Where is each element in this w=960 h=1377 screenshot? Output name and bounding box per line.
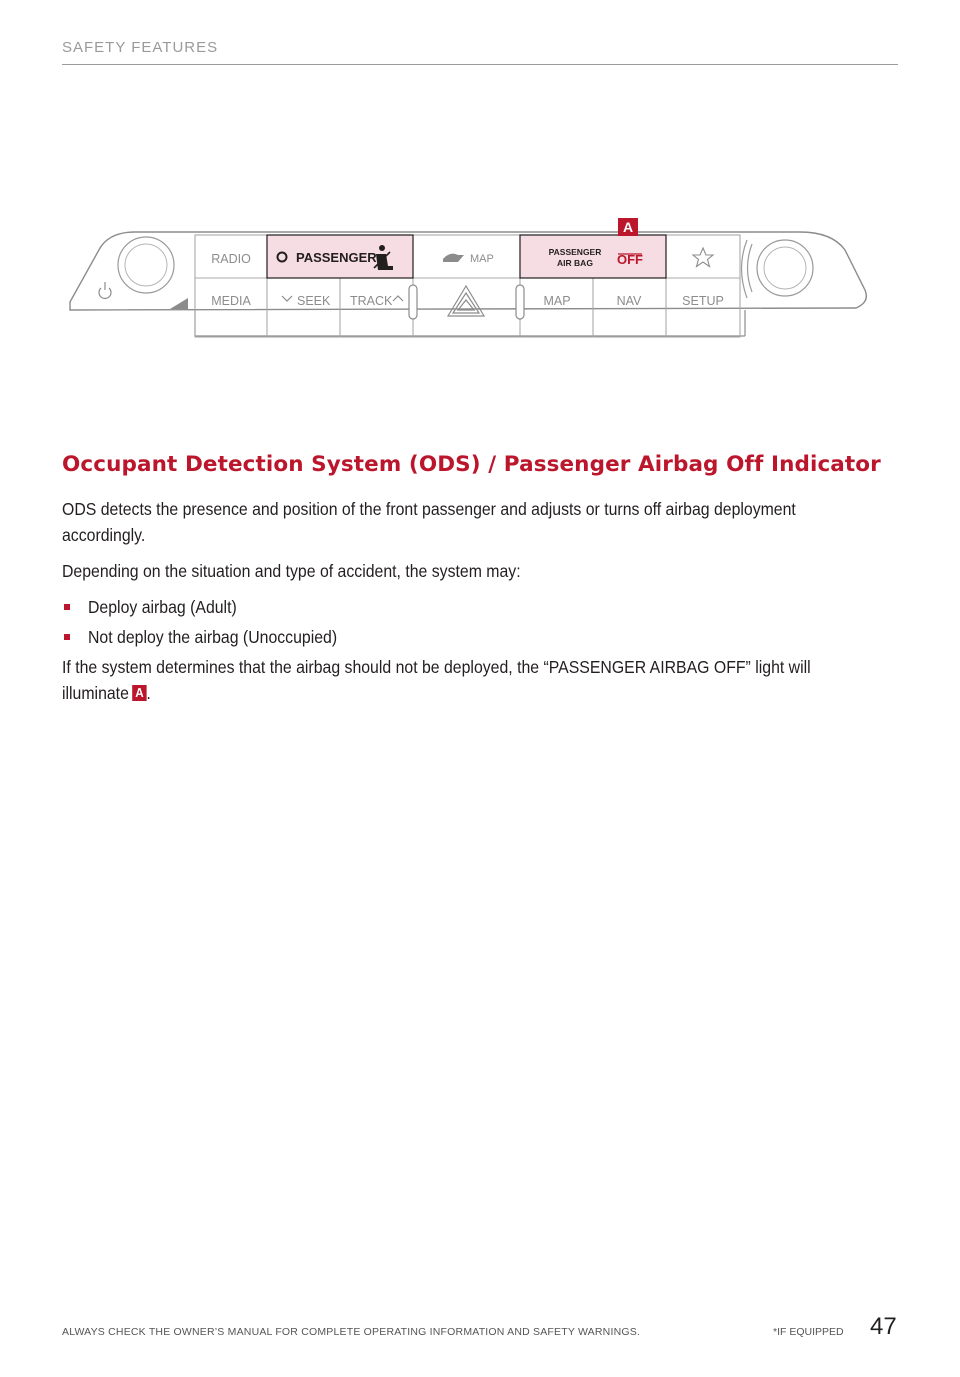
paragraph-2: Depending on the situation and type of accident, the system may: — [62, 561, 521, 581]
radio-button: RADIO — [211, 252, 251, 266]
footer-equipped-note: *IF EQUIPPED — [773, 1326, 844, 1338]
control-panel-illustration — [60, 210, 880, 350]
airbag-off-label: OFF — [617, 252, 643, 267]
airbag-label-line1: PASSENGER — [548, 247, 602, 257]
paragraph-1: ODS detects the presence and position of the front passenger and adjusts or turns off airbag deployment accordingly. — [62, 499, 796, 545]
panel-housing — [70, 232, 866, 310]
list-item: Deploy airbag (Adult) — [62, 594, 822, 620]
paragraph-3: If the system determines that the airbag should not be deployed, the “PASSENGER AIRBAG OFF” light will illuminate A . — [62, 657, 811, 703]
body-text — [62, 496, 822, 716]
header-divider — [62, 64, 898, 65]
airbag-label-line2: AIR BAG — [557, 258, 593, 268]
svg-text:A: A — [622, 219, 634, 235]
nav-button: NAV — [616, 294, 642, 308]
volume-knob — [118, 237, 174, 293]
svg-text:MAP: MAP — [470, 253, 494, 265]
page-number: 47 — [870, 1313, 897, 1340]
map-button: MAP — [543, 294, 571, 308]
setup-button: SETUP — [682, 294, 724, 308]
bullet-icon — [64, 634, 70, 640]
section-title: SAFETY FEATURES — [62, 39, 219, 56]
passenger-label: PASSENGER — [296, 250, 377, 265]
footer-disclaimer: ALWAYS CHECK THE OWNER’S MANUAL FOR COMPLETE OPERATING INFORMATION AND SAFETY WARNINGS. — [62, 1326, 641, 1338]
callout-a-inline: A — [132, 685, 146, 701]
bullet-icon — [64, 604, 70, 610]
page-heading: Occupant Detection System (ODS) / Passenger Airbag Off Indicator — [62, 452, 881, 477]
track-button: TRACK — [350, 294, 393, 308]
behavior-list — [62, 594, 822, 650]
seek-button: SEEK — [297, 294, 331, 308]
list-item: Not deploy the airbag (Unoccupied) — [62, 624, 822, 650]
media-button: MEDIA — [211, 294, 251, 308]
